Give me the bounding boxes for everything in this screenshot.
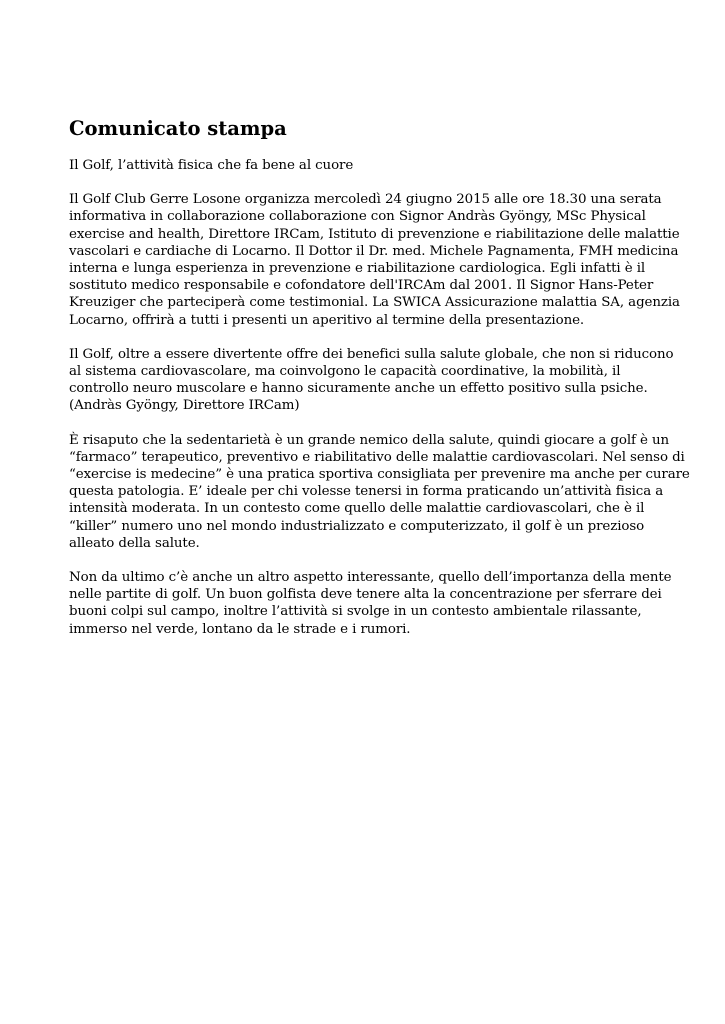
paragraph-line: immerso nel verde, lontano da le strade e i rumori.	[69, 621, 411, 637]
paragraph-line: controllo neuro muscolare e hanno sicuramente anche un effetto positivo sulla psiche.	[69, 381, 648, 397]
paragraph-line: “killer” numero uno nel mondo industrializzato e computerizzato, il golf è un prezioso	[69, 518, 645, 534]
paragraph-line: “exercise is medecine” è una pratica sportiva consigliata per prevenire ma anche per curare	[69, 467, 690, 483]
paragraph-line: vascolari e cardiache di Locarno. Il Dottor il Dr. med. Michele Pagnamenta, FMH medicina	[69, 243, 679, 259]
paragraph-line: Il Golf, oltre a essere divertente offre dei benefici sulla salute globale, che non si riducono	[69, 346, 674, 362]
page-title: Comunicato stampa	[69, 117, 287, 140]
paragraph-line: intensità moderata. In un contesto come quello delle malattie cardiovascolari, che è il	[69, 501, 645, 517]
paragraph-2	[69, 346, 674, 415]
paragraph-line: (Andràs Gyöngy, Direttore IRCam)	[69, 398, 300, 414]
paragraph-line: “farmaco” terapeutico, preventivo e riabilitativo delle malattie cardiovascolari. Nel senso di	[69, 449, 685, 465]
paragraph-line: al sistema cardiovascolare, ma coinvolgono le capacità coordinative, la mobilità, il	[69, 364, 621, 380]
paragraph-line: Kreuziger che parteciperà come testimonial. La SWICA Assicurazione malattia SA, agenzia	[69, 295, 680, 311]
paragraph-line: sostituto medico responsabile e cofondatore dell'IRCAm dal 2001. Il Signor Hans-Peter	[69, 278, 654, 294]
paragraph-1	[69, 191, 680, 329]
paragraph-line: exercise and health, Direttore IRCam, Istituto di prevenzione e riabilitazione delle malattie	[69, 226, 680, 242]
paragraph-line: È risaputo che la sedentarietà è un grande nemico della salute, quindi giocare a golf è un	[69, 432, 670, 448]
paragraph-line: Non da ultimo c’è anche un altro aspetto interessante, quello dell’importanza della mente	[69, 570, 672, 586]
paragraph-3	[69, 432, 690, 552]
paragraph-line: nelle partite di golf. Un buon golfista deve tenere alta la concentrazione per sferrare dei	[69, 587, 662, 603]
paragraph-line: interna e lunga esperienza in prevenzione e riabilitazione cardiologica. Egli infatti è il	[69, 261, 646, 277]
paragraph-line: alleato della salute.	[69, 535, 200, 551]
paragraph-line: Locarno, offrirà a tutti i presenti un aperitivo al termine della presentazione.	[69, 312, 585, 328]
subtitle: Il Golf, l’attività fisica che fa bene al cuore	[69, 158, 354, 173]
paragraph-4	[69, 569, 672, 638]
paragraph-line: buoni colpi sul campo, inoltre l’attività si svolge in un contesto ambientale rilassante,	[69, 604, 642, 620]
paragraph-line: informativa in collaborazione collaborazione con Signor Andràs Gyöngy, MSc Physical	[69, 209, 646, 225]
paragraph-line: questa patologia. E’ ideale per chi volesse tenersi in forma praticando un’attività fisica a	[69, 484, 664, 500]
document-page	[69, 116, 690, 655]
paragraph-line: Il Golf Club Gerre Losone organizza mercoledì 24 giugno 2015 alle ore 18.30 una serata	[69, 192, 662, 208]
